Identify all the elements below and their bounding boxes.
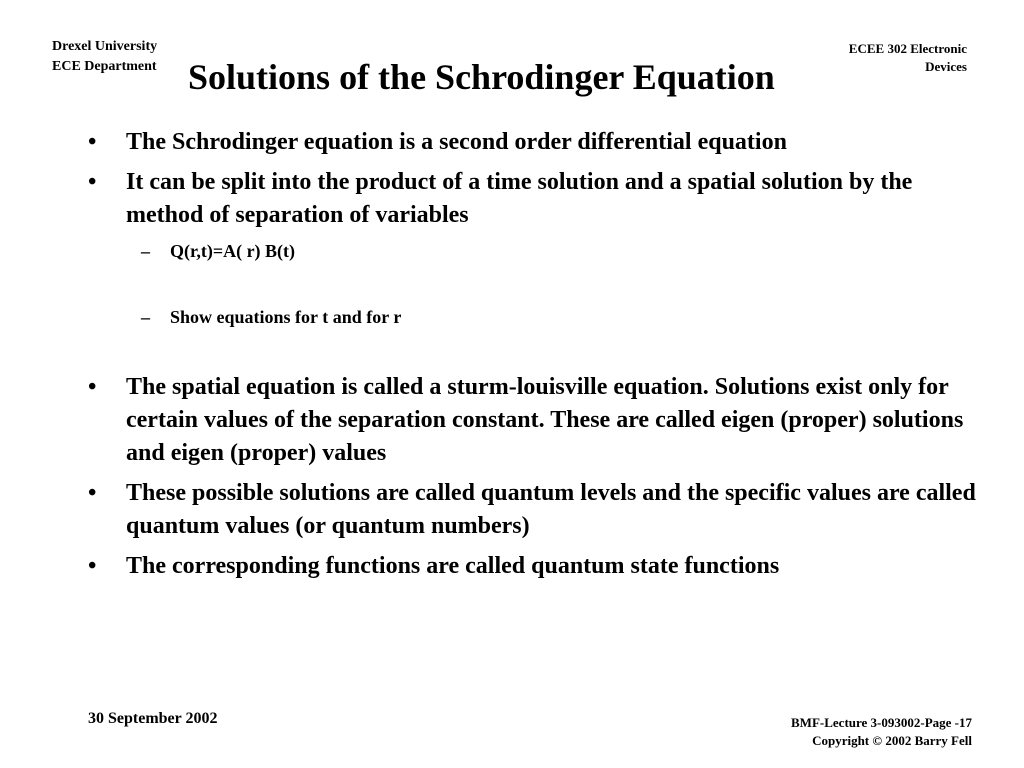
slide-content: [88, 126, 978, 590]
sub-bullet-item: [88, 239, 978, 263]
slide-title: Solutions of the Schrodinger Equation: [188, 57, 775, 97]
sub-bullet-text: Q(r,t)=A( r) B(t): [170, 241, 296, 261]
footer-info: [791, 714, 972, 750]
header-organization: [52, 37, 157, 77]
course-name-line1: ECEE 302 Electronic: [848, 41, 967, 56]
bullet-mark: •: [88, 374, 97, 400]
sub-bullet-text: Show equations for t and for r: [170, 307, 402, 327]
dash-mark: –: [141, 307, 150, 327]
bullet-text: The corresponding functions are called quantum state functions: [126, 553, 780, 579]
bullet-text: The spatial equation is called a sturm-louisville equation. Solutions exist only for certain values of the separation constant. These are called eigen (proper) solutions and eigen (proper) values: [126, 374, 964, 466]
department-name: ECE Department: [52, 59, 157, 74]
copyright-notice: Copyright © 2002 Barry Fell: [812, 733, 972, 748]
bullet-item: [88, 550, 978, 583]
bullet-item: [88, 371, 978, 470]
header-course: [849, 40, 967, 76]
bullet-item: [88, 477, 978, 543]
sub-bullet-item: [88, 305, 978, 329]
bullet-mark: •: [88, 169, 97, 195]
university-name: Drexel University: [52, 39, 158, 54]
bullet-text: These possible solutions are called quantum levels and the specific values are called quantum values (or quantum numbers): [126, 480, 976, 539]
course-name-line2: Devices: [925, 59, 967, 74]
bullet-text: It can be split into the product of a time solution and a spatial solution by the method of separation of variables: [126, 169, 913, 228]
bullet-text: The Schrodinger equation is a second order differential equation: [126, 129, 787, 155]
bullet-item: [88, 126, 978, 159]
page-reference: BMF-Lecture 3-093002-Page -17: [791, 715, 972, 730]
bullet-mark: •: [88, 553, 97, 579]
bullet-mark: •: [88, 480, 97, 506]
bullet-item: [88, 166, 978, 232]
footer-date: 30 September 2002: [88, 710, 218, 727]
bullet-mark: •: [88, 129, 97, 155]
dash-mark: –: [141, 241, 150, 261]
